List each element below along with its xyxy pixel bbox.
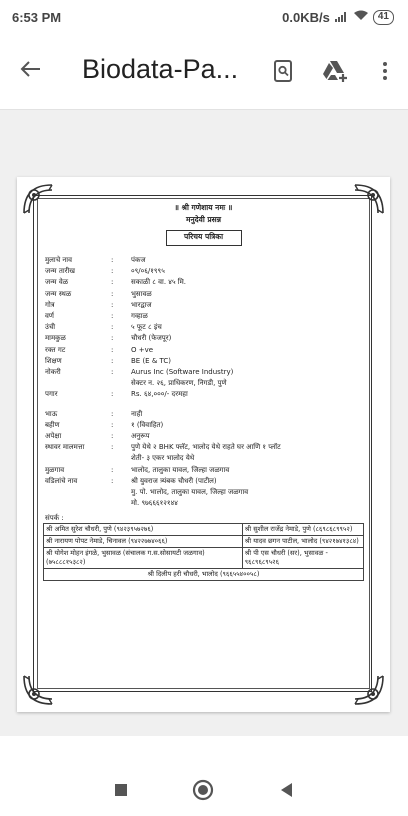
detail-row: उंची : ५ फूट ८ इंच	[45, 323, 162, 332]
signal-icon	[335, 12, 349, 22]
pdf-viewer[interactable]	[0, 110, 408, 736]
network-speed: 0.0KB/s	[282, 9, 330, 25]
detail-row: अपेक्षा : अनुरूप	[45, 432, 150, 441]
battery-level: 41	[377, 10, 389, 22]
family-details	[41, 409, 366, 510]
table-cell: श्री यादव छगन पाटील, भालोद (९४२१७४१३८४)	[242, 536, 363, 548]
back-triangle-icon[interactable]	[274, 778, 298, 802]
detail-row: जन्म वेळ : सकाळी ८ वा. ४५ मि.	[45, 278, 187, 287]
status-bar	[0, 0, 408, 34]
corner-ornament-icon	[21, 673, 55, 707]
detail-row: मुळगाव : भालोद, तालुका यावल, जिल्हा जळगाव	[45, 465, 230, 474]
table-cell: श्री नारायण पोपट नेमाडे, चिनावल (९४२२७७४०६६)	[44, 536, 243, 548]
status-time: 6:53 PM	[12, 9, 62, 25]
search-document-icon[interactable]	[268, 56, 298, 86]
contacts-table	[43, 523, 364, 581]
more-vert-icon[interactable]	[370, 56, 400, 86]
table-cell: श्री अमित सुरेश चौधरी, पुणे (९४२३९५७२७६)	[44, 524, 243, 536]
navigation-bar	[0, 736, 408, 816]
detail-row: मामकुळ : चौधरी (फेजपूर)	[45, 334, 172, 343]
pdf-page	[17, 177, 390, 712]
biodata-content	[41, 201, 366, 581]
table-cell: श्री सुशील राजेंद्र नेमाडे, पुणे (८६९८६८९९५२)	[242, 524, 363, 536]
document-heading: परिचय पत्रिका	[166, 230, 242, 246]
contact-label: संपर्क :	[45, 514, 64, 523]
arrow-left-icon[interactable]	[18, 56, 48, 86]
table-row	[44, 548, 364, 569]
table-cell: श्री योगेश मोहन इंगळे, भुसावळ (संचालक ग.स.सोसायटी जळगाव) (७५८८८१५३८२)	[44, 548, 243, 569]
deity-heading: मनुदेवी प्रसन्न	[186, 215, 221, 224]
invocation-heading: ॥ श्री गणेशाय नमः ॥	[174, 203, 233, 212]
detail-row: मुलाचे नाव : पंकज	[45, 256, 146, 264]
table-row	[44, 524, 364, 536]
corner-ornament-icon	[352, 673, 386, 707]
personal-details	[41, 255, 366, 401]
detail-row: जन्म तारीख : ०९/०६/१९९५	[45, 267, 165, 276]
detail-row: वर्ण : गव्हाळ	[45, 312, 148, 321]
table-row	[44, 536, 364, 548]
detail-row: रक्त गट : O +ve	[45, 345, 154, 354]
detail-row: नोकरी : Aurus Inc (Software Industry) सेक्टर न. २६, प्राधिकरण, निगडी, पुणे	[45, 368, 234, 388]
status-icons	[282, 10, 394, 25]
home-circle-icon[interactable]	[191, 778, 215, 802]
app-bar	[0, 34, 408, 110]
wifi-icon	[354, 10, 368, 24]
table-cell: श्री पी एस चौधरी (सर), भुसावळ - ९६८९६८९५२६	[242, 548, 363, 569]
detail-row: गोत्र : भारद्वाज	[45, 300, 152, 309]
detail-row: बहीण : १ (विवाहित)	[45, 420, 164, 429]
table-row	[44, 569, 364, 581]
detail-row: पगार : Rs. ६४,०००/- दरमहा	[45, 390, 188, 399]
add-to-drive-icon[interactable]	[320, 56, 350, 86]
detail-row: वडिलांचे नाव : श्री युवराज त्र्यंबक चौधरी (पाटील) मु. पो. भालोद, तालुका यावल, जिल्हा जळगाव मो. ९७६६६१२१४४	[45, 476, 249, 508]
detail-row: भाऊ : नाही	[45, 409, 143, 418]
document-title: Biodata-Pa...	[82, 54, 239, 84]
detail-row: शिक्षण : BE (E & TC)	[45, 356, 171, 365]
recents-square-icon[interactable]	[109, 778, 133, 802]
detail-row: स्थावर मालमत्ता : पुणे येथे २ BHK फ्लॅट, भालोद येथे राहते घर आणि १ प्लॉट शेती- ३ एकर भालोद येथे	[45, 443, 281, 463]
table-cell: श्री दिलीप हरी चौधरी, भालोद (९६६५५४००५८)	[44, 569, 364, 581]
battery-icon	[373, 10, 394, 25]
detail-row: जन्म स्थळ : भुसावळ	[45, 289, 152, 298]
